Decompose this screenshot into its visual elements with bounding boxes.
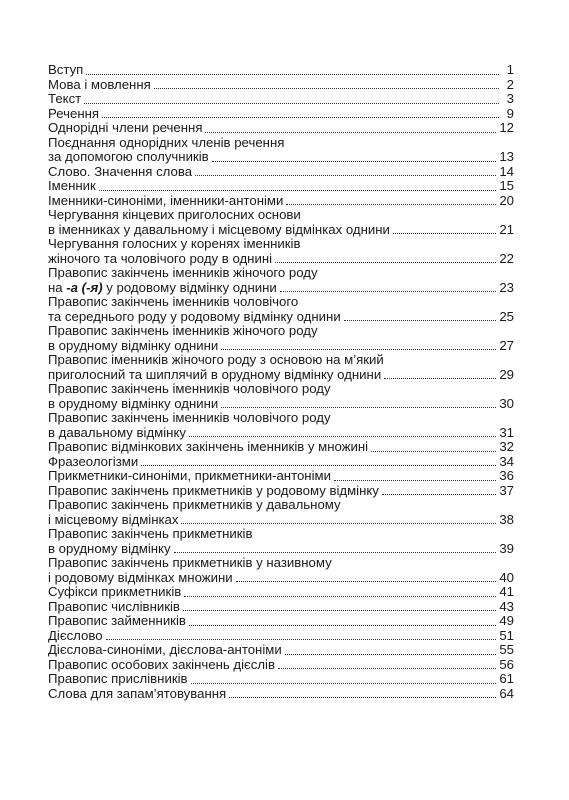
toc-entry-title [48,281,277,296]
toc-entry-title: Прикметники-синоніми, прикметники-антоніми [48,468,331,483]
toc-entry [48,527,514,556]
toc-page-number: 32 [499,439,514,454]
toc-page-number: 20 [499,192,514,208]
toc-page-number: 30 [499,395,514,411]
toc-entry [48,469,514,484]
dot-leader [229,696,496,698]
toc-entry-title: Правопис закінчень іменників чоловічого роду [48,381,331,396]
toc-page-number: 31 [499,424,514,440]
dot-leader [191,682,497,684]
toc-entry-title: за допомогою сполучників [48,149,209,164]
toc-entry-title-part: у родовому відмінку однини [106,279,277,295]
toc-entry [48,556,514,585]
dot-leader [106,638,497,640]
toc-page-number: 55 [499,642,514,657]
toc-entry [48,614,514,629]
dot-leader [205,131,496,133]
toc-entry-title: в іменниках у давальному і місцевому відмінках однини [48,221,390,237]
toc-page-number: 2 [506,76,514,92]
toc-entry-title: Слова для запам’ятовування [48,685,227,701]
toc-entry-title: Правопис особових закінчень дієслів [48,656,275,672]
dot-leader [86,73,499,75]
toc-page-number: 25 [499,308,514,324]
toc-entry-title: Правопис закінчень іменників чоловічого [48,294,299,309]
toc-entry-title: Іменник [48,178,96,193]
toc-page-number: 38 [499,511,514,527]
toc-entry-title: Чергування голосних у коренях іменників [48,236,301,251]
toc-entry [48,237,514,266]
dot-leader [174,551,497,553]
dot-leader [189,624,496,626]
dot-leader [102,116,499,118]
toc-entry [48,266,514,295]
toc-page-number: 12 [499,120,514,135]
toc-entry [48,121,514,136]
dot-leader [221,348,496,350]
toc-entry [48,92,514,107]
toc-entry-title: Фразеологізми [48,453,139,469]
toc-entry-title: Речення [48,105,100,121]
dot-leader [371,450,496,452]
toc-entry-title-part: на [48,279,67,295]
toc-entry [48,63,514,78]
dot-leader [275,261,496,263]
toc-entry [48,208,514,237]
toc-entry [48,78,514,93]
dot-leader [382,493,496,495]
dot-leader [184,595,496,597]
toc-page-number: 9 [506,105,514,121]
toc-entry-title: Правопис іменників жіночого роду з основою на м’який [48,352,384,367]
dot-leader [236,580,497,582]
toc-entry [48,687,514,702]
toc-entry-title: Однорідні члени речення [48,120,203,135]
toc-entry-title: в давальному відмінку [48,424,186,440]
toc-page-number: 43 [499,598,514,614]
toc-entry-title: Правопис закінчень прикметників у давальному [48,497,341,512]
toc-entry [48,295,514,324]
toc-entry [48,484,514,499]
table-of-contents [48,63,514,701]
toc-entry-title: Дієслова-синоніми, дієслова-антоніми [48,642,282,657]
toc-page-number: 1 [506,62,514,77]
toc-page-number: 37 [499,482,514,498]
dot-leader [183,609,496,611]
dot-leader [154,87,499,89]
toc-page-number: 23 [499,279,514,295]
toc-entry [48,629,514,644]
toc-page-number: 61 [499,671,514,686]
toc-page-number: 56 [499,656,514,672]
dot-leader [195,174,496,176]
dot-leader [84,102,499,104]
toc-page-number: 22 [499,250,514,266]
toc-page-number: 34 [499,453,514,469]
toc-entry-title: Чергування кінцевих приголосних основи [48,207,301,222]
toc-page-number: 15 [499,178,514,193]
toc-entry-title: Мова і мовлення [48,76,151,92]
toc-entry-title: Правопис відмінкових закінчень іменників у множині [48,439,369,454]
toc-entry [48,107,514,122]
toc-page-number: 36 [499,468,514,483]
toc-page-number: 3 [506,91,514,106]
toc-entry-title: в орудному відмінку [48,540,171,556]
toc-entry [48,353,514,382]
toc-entry-title: Слово. Значення слова [48,163,193,179]
dot-leader [286,203,496,205]
toc-page-number: 39 [499,540,514,556]
toc-entry-title: Правопис закінчень прикметників у родовому відмінку [48,482,379,498]
toc-entry-title: Поєднання однорідних членів речення [48,134,285,150]
toc-entry [48,136,514,165]
dot-leader [384,377,496,379]
toc-entry-title: Правопис закінчень іменників жіночого роду [48,323,318,338]
toc-entry [48,600,514,615]
toc-entry [48,382,514,411]
toc-entry-title: Дієслово [48,627,103,643]
toc-page-number: 51 [499,627,514,643]
toc-entry-title: Правопис займенників [48,613,186,628]
toc-entry-title: Правопис закінчень прикметників [48,526,253,541]
toc-page-number: 27 [499,337,514,353]
toc-page-number: 14 [499,163,514,179]
toc-entry-title: Суфікси прикметників [48,584,182,599]
dot-leader [212,160,497,162]
toc-entry-title: та середнього роду у родовому відмінку однини [48,308,341,324]
toc-entry-title: приголосний та шиплячий в орудному відмінку однини [48,366,382,382]
toc-entry-title: жіночого та чоловічого роду в однині [48,250,273,266]
toc-entry-title: і місцевому відмінках [48,511,179,527]
dot-leader [344,319,497,321]
dot-leader [334,479,496,481]
dot-leader [280,290,497,292]
toc-page-number: 13 [499,149,514,164]
toc-page-number: 40 [499,569,514,585]
toc-entry-title: і родовому відмінках множини [48,569,233,585]
toc-entry [48,585,514,600]
toc-entry [48,194,514,209]
toc-entry [48,498,514,527]
dot-leader [181,522,496,524]
toc-entry-title: Правопис прислівників [48,671,188,686]
dot-leader [141,464,496,466]
toc-entry [48,658,514,673]
toc-entry-title: Правопис закінчень іменників жіночого роду [48,265,318,280]
toc-entry [48,165,514,180]
dot-leader [393,232,496,234]
dot-leader [221,406,496,408]
dot-leader [189,435,496,437]
toc-entry-emphasis: -а (-я) [66,279,103,295]
toc-entry [48,179,514,194]
toc-entry-title: Вступ [48,62,84,77]
toc-page-number: 64 [499,685,514,701]
toc-entry [48,324,514,353]
toc-entry [48,440,514,455]
toc-page-number: 29 [499,366,514,382]
toc-entry-title: Текст [48,91,82,106]
dot-leader [278,667,496,669]
toc-entry-title: Правопис числівників [48,598,180,614]
toc-entry [48,411,514,440]
toc-entry-title: Правопис закінчень іменників чоловічого роду [48,410,331,425]
toc-entry-title: в орудному відмінку однини [48,337,219,353]
toc-entry [48,455,514,470]
dot-leader [99,189,497,191]
toc-entry [48,672,514,687]
toc-entry [48,643,514,658]
toc-entry-title: Правопис закінчень прикметників у називному [48,555,332,570]
toc-page-number: 21 [499,221,514,237]
toc-entry-title: в орудному відмінку однини [48,395,219,411]
dot-leader [285,653,497,655]
toc-page-number: 41 [499,584,514,599]
toc-page-number: 49 [499,613,514,628]
toc-entry-title: Іменники-синоніми, іменники-антоніми [48,192,284,208]
